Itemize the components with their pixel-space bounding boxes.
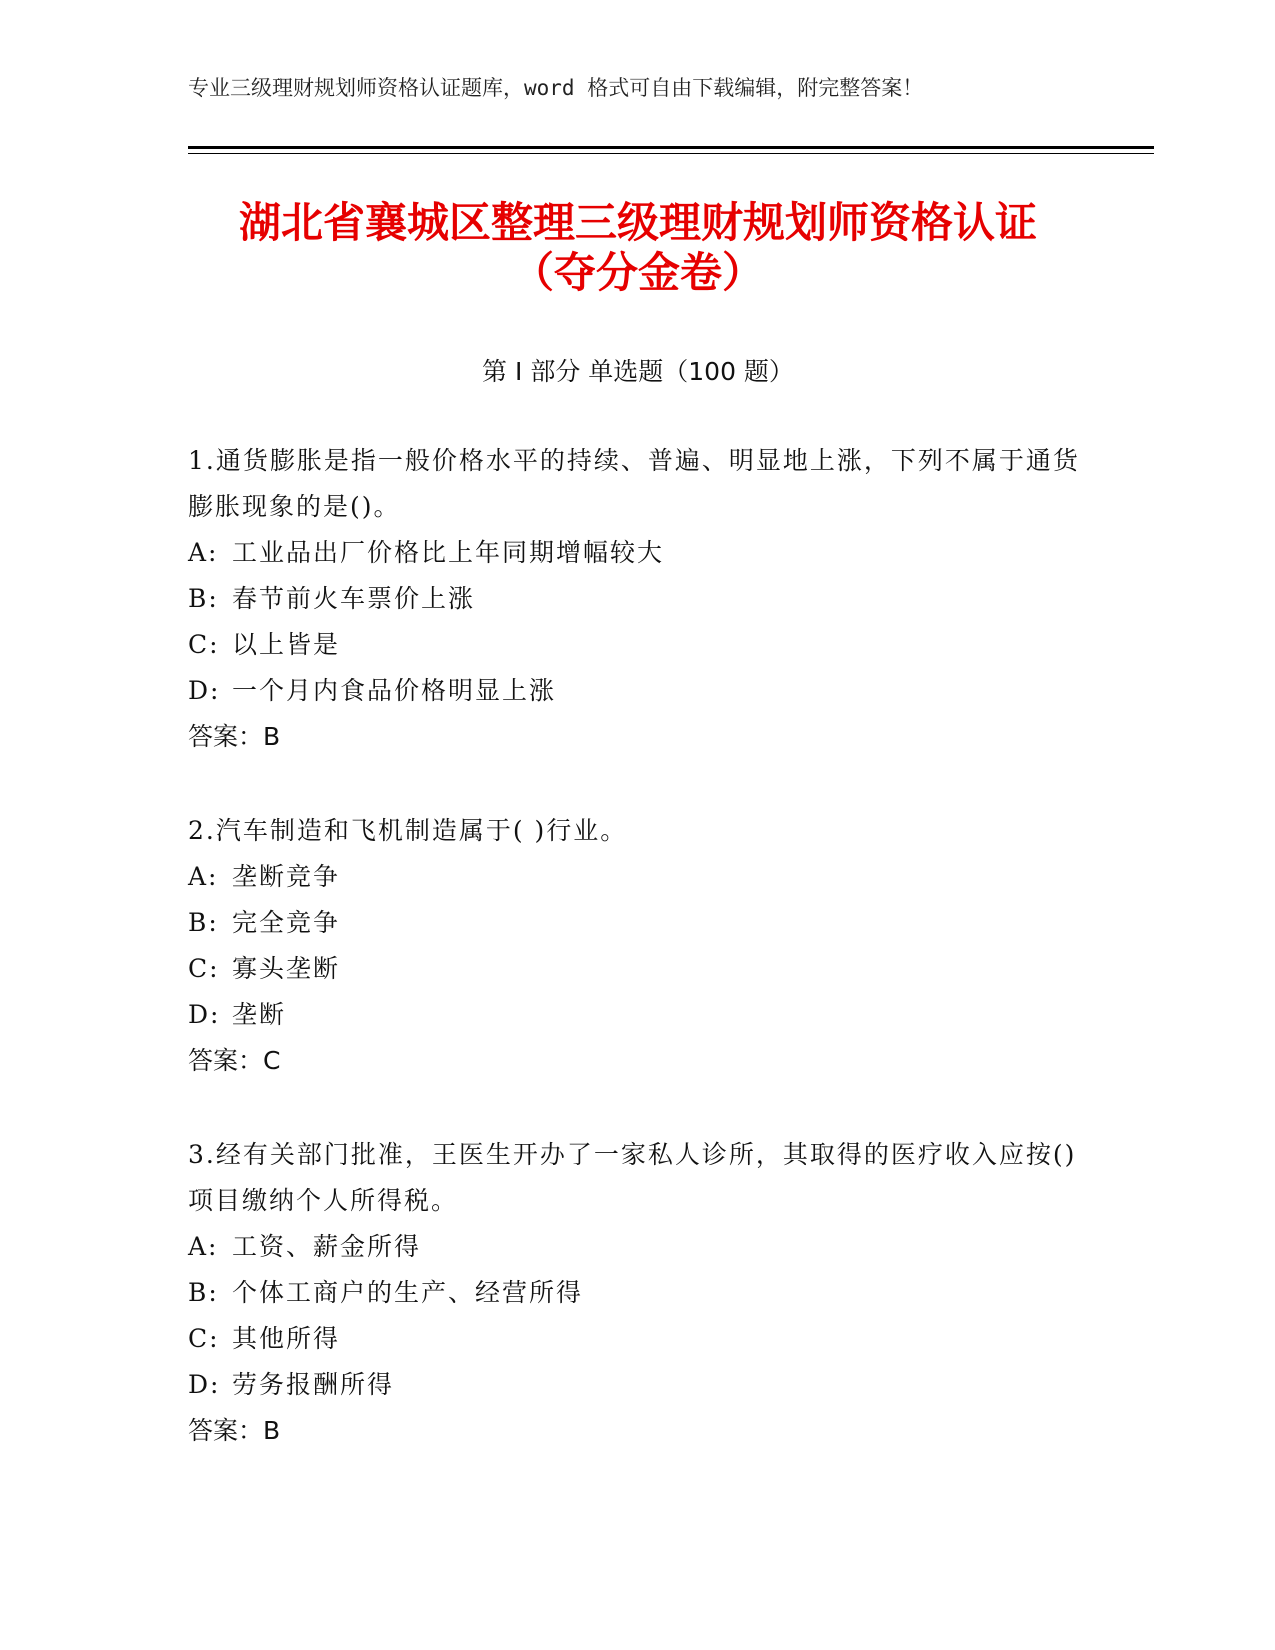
option-key: B: xyxy=(188,1278,219,1307)
option-a xyxy=(188,854,1088,900)
question-3 xyxy=(188,1132,1088,1454)
option-key: A: xyxy=(188,1232,219,1261)
answer: 答案：C xyxy=(188,1046,281,1075)
option-text: 以上皆是 xyxy=(232,630,341,659)
answer: 答案：B xyxy=(188,1416,281,1445)
option-a xyxy=(188,530,1088,576)
option-text: 春节前火车票价上涨 xyxy=(232,584,476,613)
option-key: D: xyxy=(188,1370,221,1399)
option-d xyxy=(188,992,1088,1038)
option-text: 工资、薪金所得 xyxy=(232,1232,422,1261)
question-2 xyxy=(188,808,1088,1084)
section-title: 第 I 部分 单选题（100 题） xyxy=(482,357,794,386)
question-1 xyxy=(188,438,1088,760)
answer: 答案：B xyxy=(188,722,281,751)
option-text: 完全竞争 xyxy=(232,908,341,937)
option-text: 劳务报酬所得 xyxy=(232,1370,395,1399)
document-title xyxy=(188,198,1088,298)
option-key: B: xyxy=(188,584,219,613)
option-text: 垄断竞争 xyxy=(232,862,341,891)
question-stem: 2.汽车制造和飞机制造属于( )行业。 xyxy=(188,816,628,845)
option-b xyxy=(188,576,1088,622)
question-list xyxy=(188,438,1088,1502)
option-text: 一个月内食品价格明显上涨 xyxy=(232,676,557,705)
header-note: 专业三级理财规划师资格认证题库，word 格式可自由下载编辑，附完整答案！ xyxy=(188,76,924,100)
option-d xyxy=(188,1362,1088,1408)
option-text: 工业品出厂价格比上年同期增幅较大 xyxy=(232,538,665,567)
option-text: 寡头垄断 xyxy=(232,954,341,983)
option-b xyxy=(188,1270,1088,1316)
option-key: C: xyxy=(188,1324,220,1353)
option-key: C: xyxy=(188,954,220,983)
question-stem: 1.通货膨胀是指一般价格水平的持续、普遍、明显地上涨，下列不属于通货膨胀现象的是()。 xyxy=(188,446,1080,521)
option-key: C: xyxy=(188,630,220,659)
header-rule-thin xyxy=(188,153,1154,154)
option-d xyxy=(188,668,1088,714)
option-b xyxy=(188,900,1088,946)
option-text: 其他所得 xyxy=(232,1324,341,1353)
option-c xyxy=(188,1316,1088,1362)
option-key: A: xyxy=(188,862,219,891)
question-stem: 3.经有关部门批准，王医生开办了一家私人诊所，其取得的医疗收入应按()项目缴纳个人所得税。 xyxy=(188,1140,1077,1215)
option-c xyxy=(188,946,1088,992)
title-line-1: 湖北省襄城区整理三级理财规划师资格认证 xyxy=(238,198,1037,247)
option-a xyxy=(188,1224,1088,1270)
option-text: 个体工商户的生产、经营所得 xyxy=(232,1278,584,1307)
title-line-2: （夺分金卷） xyxy=(511,248,764,297)
option-key: B: xyxy=(188,908,219,937)
option-key: A: xyxy=(188,538,219,567)
header-rule-thick xyxy=(188,146,1154,149)
option-c xyxy=(188,622,1088,668)
option-text: 垄断 xyxy=(232,1000,287,1029)
option-key: D: xyxy=(188,676,221,705)
option-key: D: xyxy=(188,1000,221,1029)
